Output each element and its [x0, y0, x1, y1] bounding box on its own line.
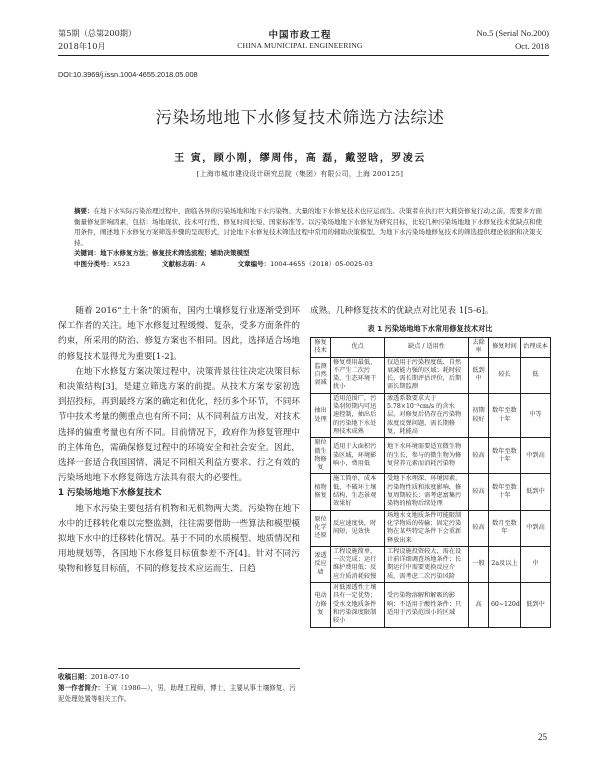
clc-label: 中图分类号： [74, 259, 113, 268]
table-intro-text: 成熟。几种修复技术的优缺点对比见表 1[5-6]。 [310, 306, 494, 316]
doc-code: A [201, 259, 206, 268]
table-cell: 原位化学还原 [311, 510, 331, 546]
table-cell: 受地下水埋深、环境因素、污染物性质和浓度影响，修复周期较长；需考虑富集污染物的植物后续处理 [385, 474, 469, 510]
article-no: 1004-4655（2018）05-0025-03 [270, 259, 373, 268]
paragraph-1: 随着 2016“土十条”的颁布，国内土壤修复行业逐渐受到环保工作者的关注。地下水修复过程缓慢、复杂，受多方面条件的约束，所采用的防治、修复方案也不相同。因此，选择适合场地的修复技术显得尤为重要[1-2]。 [58, 306, 300, 362]
table-cell: 电动力修复 [311, 583, 331, 627]
table-caption: 表 1 污染场地地下水常用修复技术对比 [367, 324, 493, 333]
table-cell: 数年至数十年 [489, 438, 521, 474]
journal-name-cn: 中国市政工程 [268, 30, 332, 41]
affiliation: [上海市城市建设设计研究总院（集团）有限公司，上海 200125] [196, 170, 404, 178]
table-cell: 植物修复 [311, 474, 331, 510]
table-header-cell: 修复技术 [311, 338, 331, 358]
table-cell: 数月至数年 [489, 510, 521, 546]
table-cell: 数年至数十年 [489, 474, 521, 510]
table-header-cell: 修复时间 [489, 338, 521, 358]
table-header-cell: 去除率 [469, 338, 489, 358]
issue-cn: 第5期（总第200期） [58, 28, 137, 38]
header-rule [58, 55, 549, 56]
doc-code-label: 文献标志码： [162, 259, 202, 268]
keywords-label: 关键词： [74, 249, 100, 258]
left-column [58, 304, 300, 578]
date-en: Oct. 2018 [515, 41, 549, 51]
received-label: 收稿日期： [58, 673, 91, 681]
first-author-label: 第一作者简介： [58, 684, 105, 692]
table-cell: 受污染物溶解和解吸的影响；不适用于酸性条件；只适用于污染范围小的区域 [385, 583, 469, 627]
paragraph-2: 在地下水修复方案决策过程中，决策背景往往决定决策目标和决策结构[3]，是建立筛选方案的前提。从技术方案专家初选到招投标，再到最终方案的确定和优化，经历多个环节，不同环节中技术考量的侧重点也有所不同；从不同利益方出发，对技术选择的偏重考量也有所不同。目前情况下，政府作为修复管理中的主体角色，需确保修复过程中的环境安全和社会安全。因此，选择一套适合我国国情、满足不同相关利益方要求、行之有效的污染场地地下水修复筛选方法具有很大的必要性。 [58, 366, 300, 484]
table-cell: 一般 [469, 546, 489, 582]
table-cell: 工程设施投资较大，需在设计前详细调查场地条件；长期运行中需要更换反应介质，需考虑二次污染风险 [385, 546, 469, 582]
abstract [74, 206, 544, 270]
table-row [311, 583, 551, 627]
table-cell: 较高 [469, 474, 489, 510]
footnote-rule [58, 668, 300, 669]
table-row [311, 393, 551, 437]
table-cell: 原位微生物修复 [311, 438, 331, 474]
table-cell: 较长 [489, 357, 521, 393]
table-cell: 60~120d [489, 583, 521, 627]
table-cell: 初期较好 [469, 393, 489, 437]
table-cell: 施工简单，成本低，不破坏土壤结构，生态景观效果好 [331, 474, 385, 510]
article-no-label: 文章编号： [237, 259, 271, 268]
table-cell: 反应速度快，时间短，见效快 [331, 510, 385, 546]
table-cell: 对低渗透性土壤具有一定优势；受水文地质条件和污染深度限制较小 [331, 583, 385, 627]
table-cell: 低到中 [521, 583, 551, 627]
table-header-cell: 治理成本 [521, 338, 551, 358]
table-cell: 数年至数十年 [489, 393, 521, 437]
table-cell: 渗透反应墙 [311, 546, 331, 582]
abstract-label: 摘要： [74, 207, 94, 215]
table-cell: 中到高 [521, 510, 551, 546]
section-1-heading: 1 污染场地地下水修复技术 [58, 488, 162, 499]
table-row [311, 438, 551, 474]
table-cell: 抽出处理 [311, 393, 331, 437]
issue-en: No.5 (Serial No.200) [476, 28, 549, 38]
table-cell: 中到高 [521, 438, 551, 474]
table-cell: 工程设施简单，一次完成；运行维护费用低；反应介质消耗较慢 [331, 546, 385, 582]
table-cell: 低到中 [469, 357, 489, 393]
comparison-table [310, 337, 551, 628]
table-cell: 低 [521, 357, 551, 393]
table-cell: 适用范围广，污染羽短期内可迅速控制，抽出后的污染地下水处理技术成熟 [331, 393, 385, 437]
table-row [311, 474, 551, 510]
first-author-info: 王寅（1986—），男，助理工程师，博士，主要从事土壤修复、污泥处理处置等相关工作。 [58, 684, 296, 703]
table-header-row [311, 338, 551, 358]
table-cell: 中等 [521, 393, 551, 437]
clc: X523 [113, 259, 130, 268]
keywords: 地下水修复方法；修复技术筛选流程；辅助决策模型 [100, 249, 250, 258]
doi: DOI:10.3969/j.issn.1004-4655.2018.05.008 [58, 70, 198, 79]
table-cell: 高 [469, 583, 489, 627]
abstract-text: 在地下水实际污染治理过程中，面临各异的污染场地和地下水污染物、大量的地下水修复技术也应运而生。决策者在执行巨大耗资修复行动之前，需要多方面衡量修复影响因素，包括：场地现状、技术可行性、修复时间长短、国家标准等。以污染场地地下水修复为研究目标，比较几种污染场地地下水修复技术优缺点和使用条件，阐述地下水修复方案筛选步骤的呈现形式，讨论地下水修复技术筛选过程中常用的辅助决策模型。为地下水污染场地修复技术的筛选提供理论依据和决策支持。 [74, 207, 542, 247]
table-row [311, 357, 551, 393]
table-cell: 适用于大面积污染区域，环境影响小，费用低 [331, 438, 385, 474]
paper-title: 污染场地地下水修复技术筛选方法综述 [155, 108, 445, 127]
right-intro [310, 304, 550, 319]
table-container [310, 337, 550, 628]
table-cell: 较高 [469, 438, 489, 474]
table-row [311, 546, 551, 582]
date-cn: 2018年10月 [58, 41, 106, 51]
paragraph-3: 地下水污染主要包括有机物和无机物两大类。污染物在地下水中的迁移转化难以完整监测，往往需要借助一些算法和模型模拟地下水中的迁移转化情况。基于不同的水质模型、地质情况和用地规划等，各国地下水修复目标值参差不齐[4]。针对不同污染物和修复目标值，不同的修复技术应运而生、日趋 [58, 503, 300, 575]
table-header-cell: 缺点 / 适用性 [385, 338, 469, 358]
table-cell: 渗透系数要求大于5.78×10⁻³cm/s 的含水层，对修复后仍存在污染物浓度反弹问题，需长期修复，耗能高 [385, 393, 469, 437]
journal-name-en: CHINA MUNICIPAL ENGINEERING [237, 41, 363, 50]
footnote [58, 672, 300, 705]
table-cell: 低到中 [521, 474, 551, 510]
table-cell: 修复费用最低，不产生二次污染，生态环境干扰小 [331, 357, 385, 393]
page-number: 25 [538, 732, 547, 742]
table-row [311, 510, 551, 546]
received-date: 2018-07-10 [90, 673, 129, 681]
authors: 王 寅，顾小刚，缪周伟，高 磊，戴翌晗，罗凌云 [174, 153, 426, 164]
table-cell: 监测自然衰减 [311, 357, 331, 393]
table-header-cell: 优点 [331, 338, 385, 358]
table-cell: 仅适用于污染程度低、自然衰减能力强的区域；耗时较长，需长期评估评价，后期需长期监测 [385, 357, 469, 393]
table-cell: 2a及以上 [489, 546, 521, 582]
table-cell: 地下水环境需要适宜微生物的生长，参与的微生物为修复营养元素而消耗污染物 [385, 438, 469, 474]
table-cell: 中 [521, 546, 551, 582]
table-cell: 场地水文地质条件可能限制化学物质的传输；固定污染物在某些特定条件下会重新释放出来 [385, 510, 469, 546]
table-cell: 较高 [469, 510, 489, 546]
